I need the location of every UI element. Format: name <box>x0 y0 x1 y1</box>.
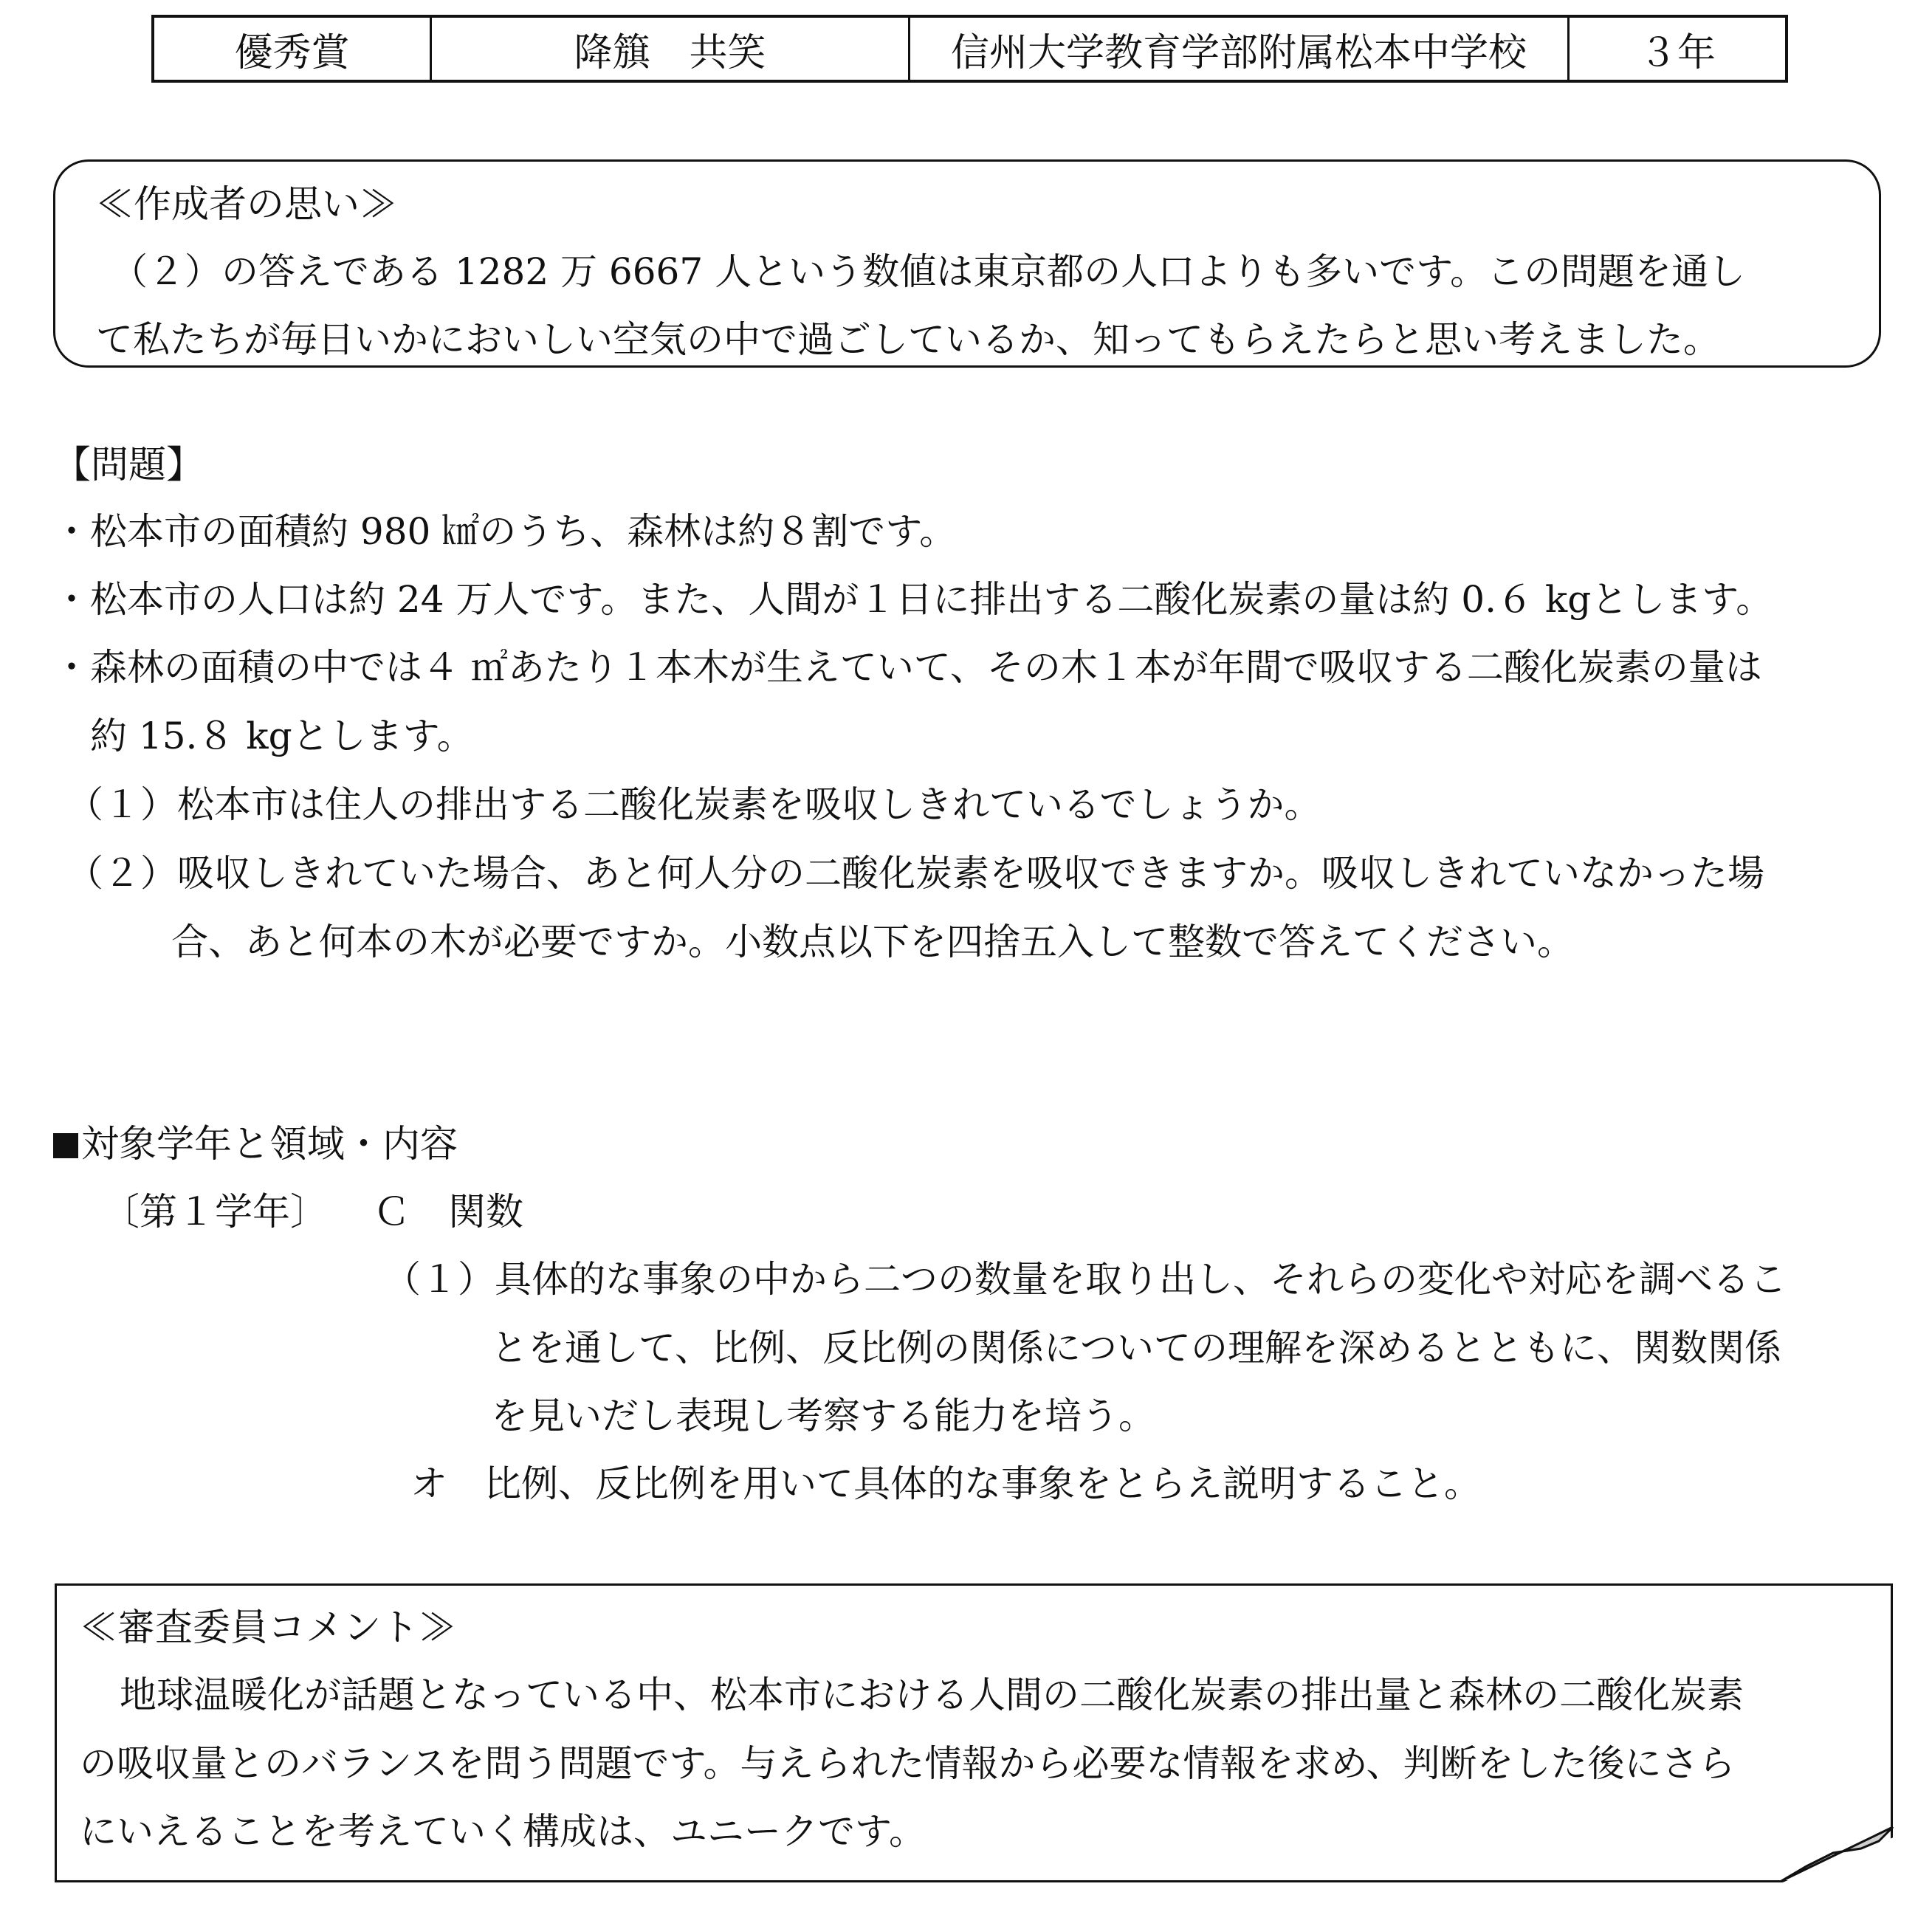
award-name: 降簱 共笑 <box>432 18 910 80</box>
target-item-1-line-3: を見いだし表現し考察する能力を培う。 <box>491 1394 1155 1437</box>
author-heading: ≪作成者の思い≫ <box>96 183 398 227</box>
problem-bullet-1: ・松本市の面積約 980 ㎢のうち、森林は約８割です。 <box>53 510 957 553</box>
target-heading-text: 対象学年と領域・内容 <box>81 1123 458 1166</box>
reviewer-line-3: にいえることを考えていく構成は、ユニークです。 <box>80 1810 926 1853</box>
problem-bullet-3: ・森林の面積の中では４ ㎡あたり１本木が生えていて、その木１本が年間で吸収する二酸化炭素の量は <box>53 646 1762 689</box>
award-grade: ３年 <box>1638 30 1716 75</box>
reviewer-line-1: 地球温暖化が話題となっている中、松本市における人間の二酸化炭素の排出量と森林の二酸化炭素 <box>120 1674 1744 1716</box>
target-grade: 〔第１学年〕 <box>102 1191 329 1234</box>
square-bullet-icon <box>53 1133 78 1158</box>
problem-heading: 【問題】 <box>53 444 204 487</box>
target-item-o: オ 比例、反比例を用いて具体的な事象をとらえ説明すること。 <box>410 1462 1481 1505</box>
problem-bullet-2: ・松本市の人口は約 24 万人です。また、人間が１日に排出する二酸化炭素の量は約 0.６ kgとします。 <box>53 578 1773 621</box>
target-item-1-line-2: とを通して、比例、反比例の関係についての理解を深めるとともに、関数関係 <box>491 1327 1781 1369</box>
reviewer-line-2: の吸収量とのバランスを問う問題です。与えられた情報から必要な情報を求め、判断をした後にさら <box>80 1742 1736 1785</box>
question-2-line-2: 合、あと何本の木が必要ですか。小数点以下を四捨五入して整数で答えてください。 <box>171 921 1574 963</box>
page-fold-icon <box>1753 1823 1897 1882</box>
award-school: 信州大学教育学部附属松本中学校 <box>910 18 1570 80</box>
reviewer-heading: ≪審査委員コメント≫ <box>80 1606 457 1650</box>
award-table <box>151 15 1788 83</box>
problem-bullet-3-continued: 約 15.８ kgとします。 <box>90 715 474 757</box>
author-line-1: （２）の答えである 1282 万 6667 人という数値は東京都の人口よりも多いです。この問題を通し <box>111 250 1746 293</box>
target-item-1-line-1: （１）具体的な事象の中から二つの数量を取り出し、それらの変化や対応を調べるこ <box>384 1258 1787 1301</box>
award-prize: 優秀賞 <box>154 18 432 80</box>
question-1: （１）松本市は住人の排出する二酸化炭素を吸収しきれているでしょうか。 <box>66 783 1321 826</box>
target-domain: Ｃ 関数 <box>373 1191 524 1234</box>
target-heading <box>53 1113 458 1168</box>
author-line-2: て私たちが毎日いかにおいしい空気の中で過ごしているか、知ってもらえたらと思い考えました。 <box>96 318 1720 361</box>
question-2-line-1: （２）吸収しきれていた場合、あと何人分の二酸化炭素を吸収できますか。吸収しきれていなかった場 <box>66 852 1764 895</box>
